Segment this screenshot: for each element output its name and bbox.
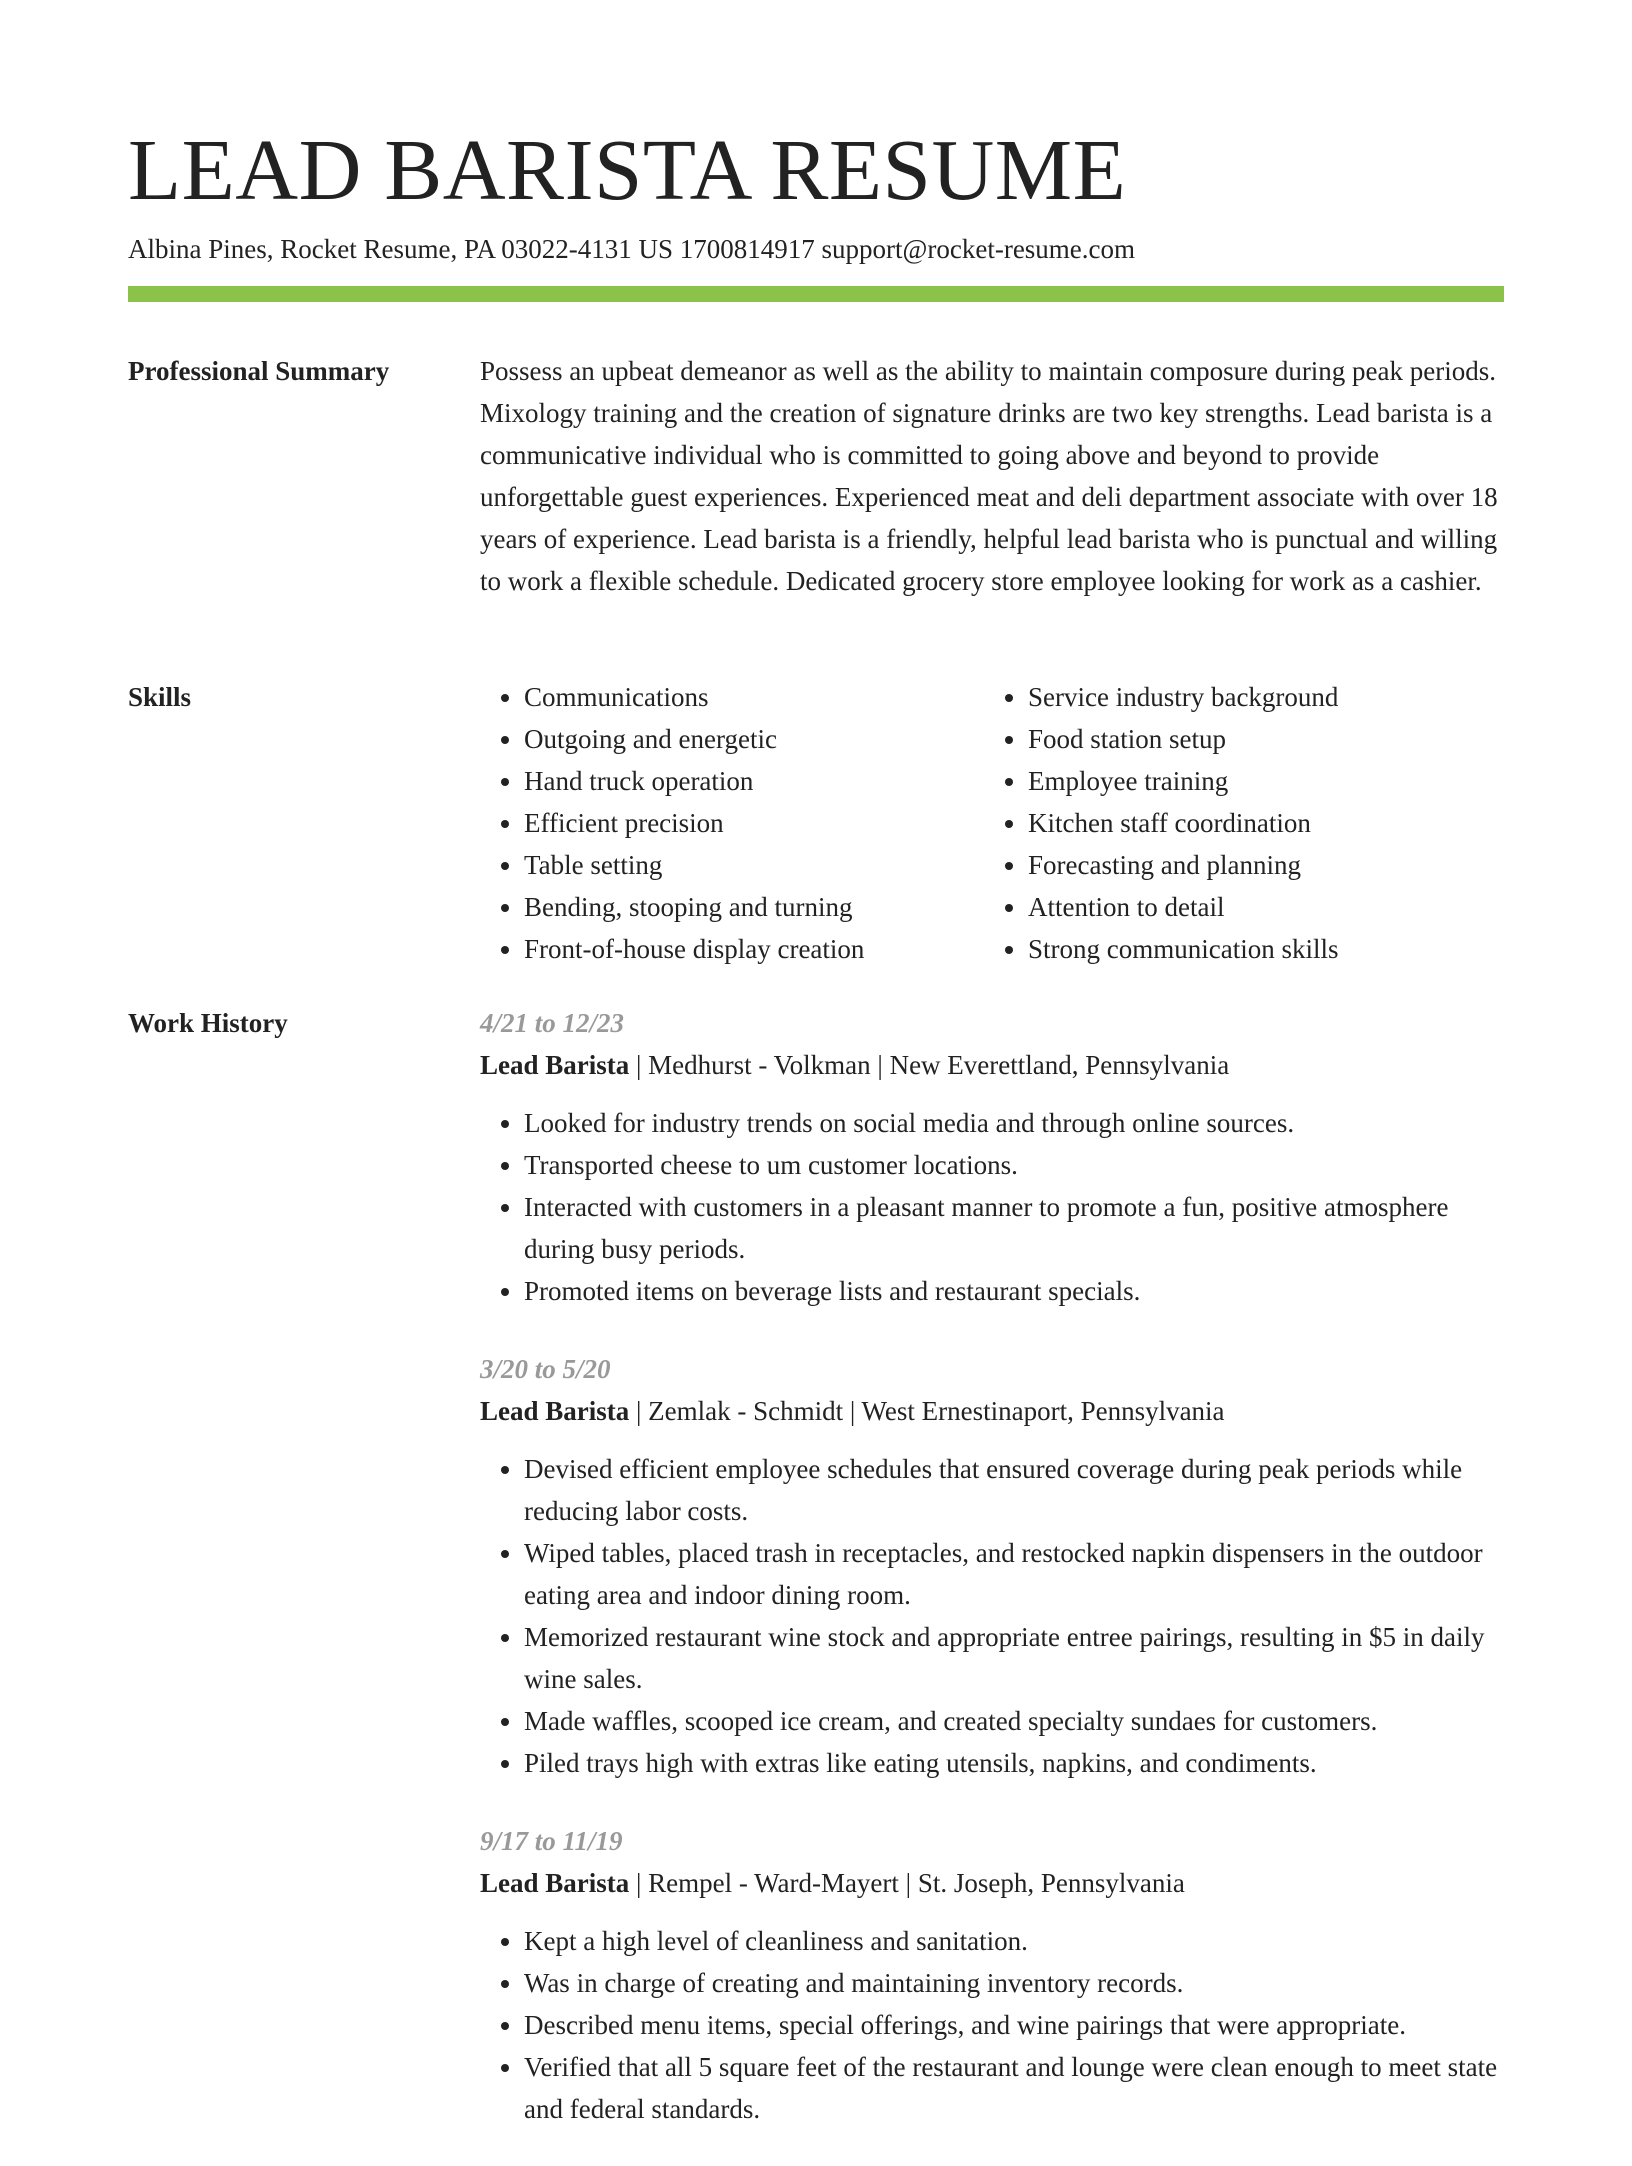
accent-divider (128, 286, 1504, 302)
skill-item: • Hand truck operation (524, 760, 984, 802)
job-employer-location: | Rempel - Ward-Mayert | St. Joseph, Pennsylvania (629, 1868, 1185, 1898)
skill-item: • Bending, stooping and turning (524, 886, 984, 928)
job-dates: 3/20 to 5/20 (480, 1354, 611, 1384)
job-title: Lead Barista (480, 1868, 630, 1898)
work-history-section (480, 1002, 1504, 2166)
job-dates: 4/21 to 12/23 (480, 1008, 625, 1038)
job-entry (480, 1348, 1504, 1784)
job-title: Lead Barista (480, 1396, 630, 1426)
job-bullet: • Verified that all 5 square feet of the restaurant and lounge were clean enough to meet state and federal standards. (524, 2046, 1504, 2130)
skills-columns (480, 676, 1504, 970)
job-bullet: • Piled trays high with extras like eating utensils, napkins, and condiments. (524, 1742, 1504, 1784)
skill-item: • Kitchen staff coordination (1028, 802, 1488, 844)
work-history-heading: Work History (128, 1008, 288, 1038)
skill-item: • Forecasting and planning (1028, 844, 1488, 886)
job-bullet: • Promoted items on beverage lists and restaurant specials. (524, 1270, 1504, 1312)
job-bullet: • Made waffles, scooped ice cream, and created specialty sundaes for customers. (524, 1700, 1504, 1742)
skill-item: • Employee training (1028, 760, 1488, 802)
job-employer-location: | Medhurst - Volkman | New Everettland, Pennsylvania (629, 1050, 1230, 1080)
job-bullet: • Looked for industry trends on social media and through online sources. (524, 1102, 1504, 1144)
skill-item: • Strong communication skills (1028, 928, 1488, 970)
skill-item: • Outgoing and energetic (524, 718, 984, 760)
contact-info: Albina Pines, Rocket Resume, PA 03022-4131 US 1700814917 support@rocket-resume.com (128, 234, 1136, 264)
skill-item: • Food station setup (1028, 718, 1488, 760)
summary-text: Possess an upbeat demeanor as well as the ability to maintain composure during peak periods. Mixology training and the creation of signature drinks are two key strengths. Lead barista is a communicative individual who is committed to going above and beyond to provide unforgettable guest experiences. Experienced meat and deli department associate with over 18 years of experience. Lead barista is a friendly, helpful lead barista who is punctual and willing to work a flexible schedule. Dedicated grocery store employee looking for work as a cashier. (480, 356, 1498, 596)
job-heading (480, 1390, 1504, 1432)
job-bullet: • Transported cheese to um customer locations. (524, 1144, 1504, 1186)
skill-item: • Service industry background (1028, 676, 1488, 718)
skills-list-right (984, 676, 1488, 970)
skills-heading: Skills (128, 682, 192, 712)
skill-item: • Communications (524, 676, 984, 718)
job-employer-location: | Zemlak - Schmidt | West Ernestinaport, Pennsylvania (629, 1396, 1225, 1426)
skill-item: • Front-of-house display creation (524, 928, 984, 970)
job-entry (480, 1820, 1504, 2130)
job-bullet: • Interacted with customers in a pleasant manner to promote a fun, positive atmosphere during busy periods. (524, 1186, 1504, 1270)
job-bullets (480, 1102, 1504, 1312)
job-bullets (480, 1920, 1504, 2130)
resume-title: LEAD BARISTA RESUME (128, 121, 1127, 218)
job-bullet: • Kept a high level of cleanliness and sanitation. (524, 1920, 1504, 1962)
skills-section (480, 676, 1504, 970)
job-title: Lead Barista (480, 1050, 630, 1080)
job-entry (480, 1002, 1504, 1312)
job-heading (480, 1044, 1504, 1086)
job-heading (480, 1862, 1504, 1904)
skill-item: • Table setting (524, 844, 984, 886)
summary-section (480, 350, 1504, 602)
summary-heading: Professional Summary (128, 356, 390, 386)
job-bullets (480, 1448, 1504, 1784)
job-bullet: • Memorized restaurant wine stock and appropriate entree pairings, resulting in $5 in daily wine sales. (524, 1616, 1504, 1700)
job-bullet: • Devised efficient employee schedules that ensured coverage during peak periods while reducing labor costs. (524, 1448, 1504, 1532)
job-bullet: • Described menu items, special offerings, and wine pairings that were appropriate. (524, 2004, 1504, 2046)
job-bullet: • Was in charge of creating and maintaining inventory records. (524, 1962, 1504, 2004)
skill-item: • Attention to detail (1028, 886, 1488, 928)
skill-item: • Efficient precision (524, 802, 984, 844)
job-bullet: • Wiped tables, placed trash in receptacles, and restocked napkin dispensers in the outdoor eating area and indoor dining room. (524, 1532, 1504, 1616)
skills-list-left (480, 676, 984, 970)
job-dates: 9/17 to 11/19 (480, 1826, 623, 1856)
